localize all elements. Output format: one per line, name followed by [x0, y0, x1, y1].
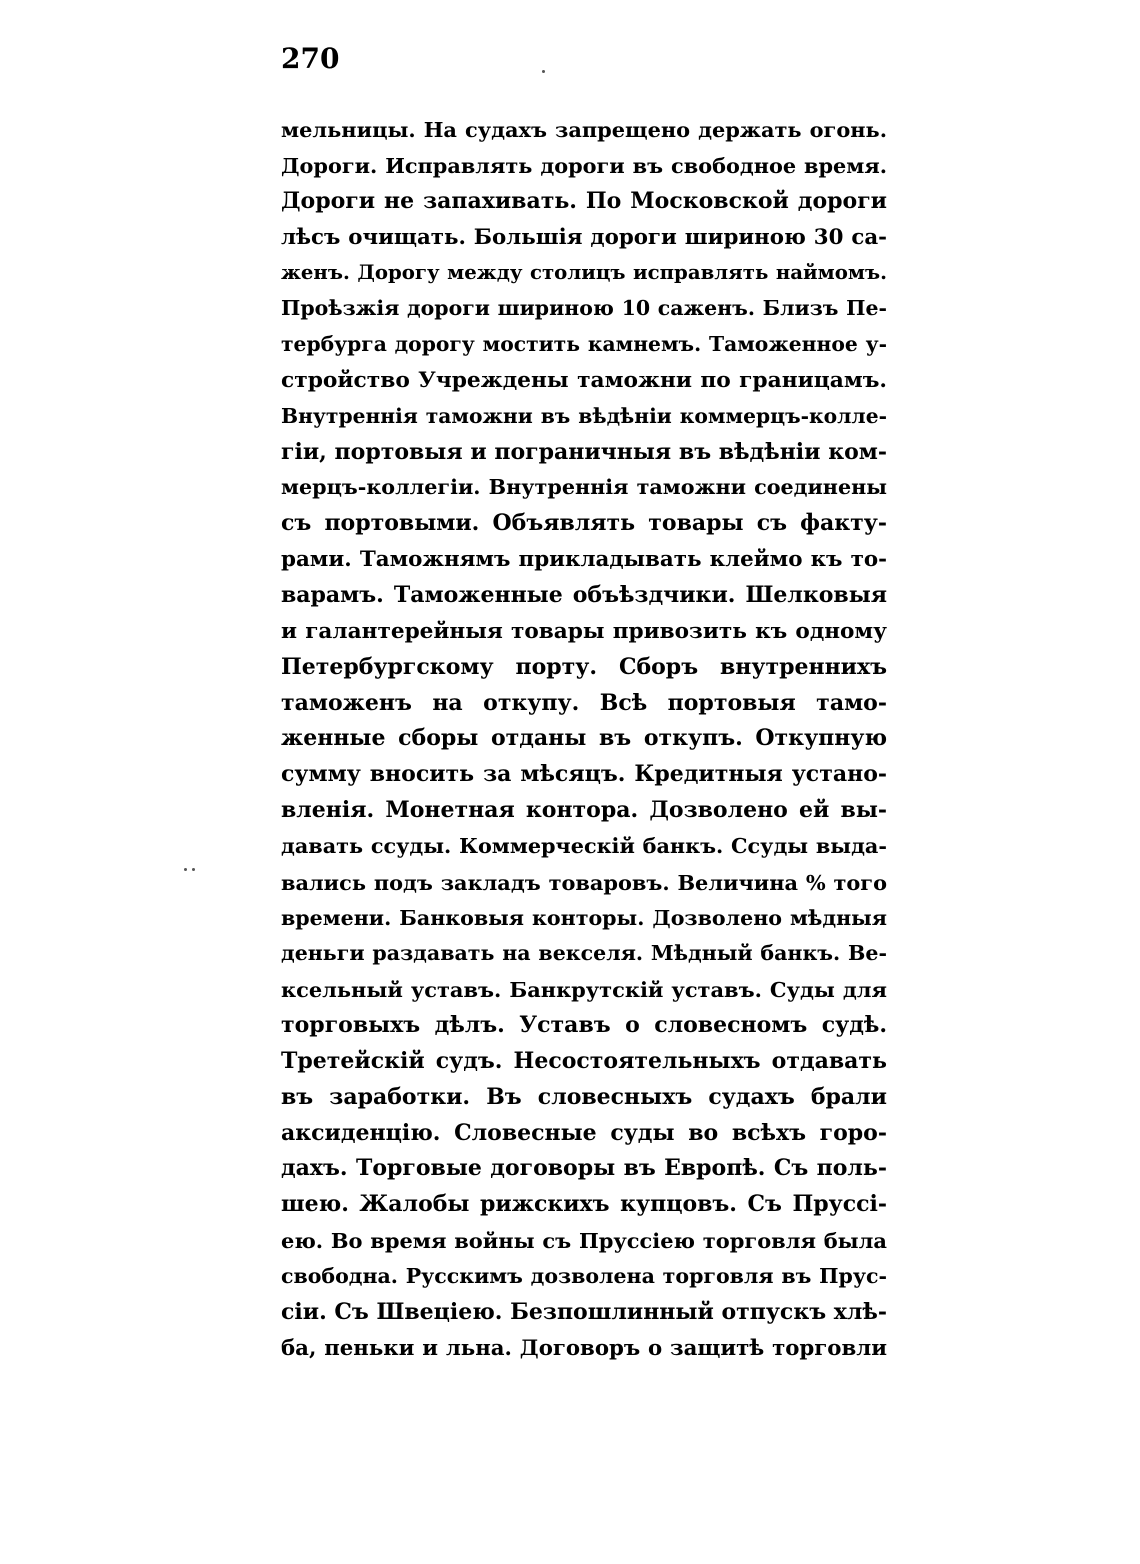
text-line: въ заработки. Въ словесныхъ судахъ брали [281, 1083, 887, 1110]
text-line: Петербургскому порту. Сборъ внутреннихъ [281, 653, 887, 680]
text-line: Внутреннія таможни въ вѣдѣніи коммерцъ-колле- [281, 403, 887, 428]
text-line: женъ. Дорогу между столицъ исправлять наймомъ. [281, 260, 887, 285]
text-line: дахъ. Торговые договоры въ Европѣ. Съ поль- [281, 1155, 887, 1182]
text-line: давать ссуды. Коммерческій банкъ. Ссуды выда- [281, 833, 887, 858]
text-line: ба, пеньки и льна. Договоръ о защитѣ торговли [281, 1335, 887, 1361]
text-line: вленія. Монетная контора. Дозволено ей вы- [281, 797, 887, 824]
text-line: сумму вносить за мѣсяцъ. Кредитныя устано- [281, 761, 887, 788]
page-number: 270 [281, 42, 340, 75]
text-line: женные сборы отданы въ откупъ. Откупную [281, 725, 887, 752]
body-text [281, 112, 887, 1367]
text-line: Дороги не запахивать. По Московской дороги [281, 187, 887, 214]
text-line: Проѣзжія дороги шириною 10 саженъ. Близъ Пе- [281, 296, 887, 321]
text-line: гіи, портовыя и пограничныя въ вѣдѣніи ком- [281, 438, 887, 465]
text-line: рами. Таможнямъ прикладывать клеймо къ то- [281, 547, 887, 573]
text-line: тербурга дорогу мостить камнемъ. Таможенное у- [281, 332, 887, 357]
text-line: торговыхъ дѣлъ. Уставъ о словесномъ судѣ. [281, 1012, 887, 1039]
text-line: и галантерейныя товары привозить къ одному [281, 618, 887, 644]
text-line: вались подъ закладъ товаровъ. Величина % того [281, 869, 887, 895]
text-line: аксиденцію. Словесные суды во всѣхъ горо- [281, 1119, 887, 1146]
scan-speck [542, 70, 545, 73]
text-line: Третейскій судъ. Несостоятельныхъ отдавать [281, 1047, 887, 1074]
scan-speck [192, 868, 195, 871]
text-line: деньги раздавать на векселя. Мѣдный банкъ. Ве- [281, 941, 887, 966]
text-line: варамъ. Таможенные объѣздчики. Шелковыя [281, 581, 887, 608]
text-line: таможенъ на откупу. Всѣ портовыя тамо- [281, 689, 887, 716]
text-line: ею. Во время войны съ Пруссіею торговля была [281, 1228, 887, 1254]
text-line: шею. Жалобы рижскихъ купцовъ. Съ Пруссі- [281, 1191, 887, 1218]
text-line: мерцъ-коллегіи. Внутреннія таможни соединены [281, 475, 887, 500]
text-line: съ портовыми. Объявлять товары съ факту- [281, 510, 887, 537]
text-line: свободна. Русскимъ дозволена торговля въ Прус- [281, 1264, 887, 1288]
text-line: ксельный уставъ. Банкрутскій уставъ. Суды для [281, 977, 887, 1003]
text-line: Дороги. Исправлять дороги въ свободное время. [281, 152, 887, 178]
text-line: сіи. Съ Швеціею. Безпошлинный отпускъ хлѣ- [281, 1298, 887, 1325]
text-line: мельницы. На судахъ запрещено держать огонь. [281, 117, 887, 142]
text-line: времени. Банковыя конторы. Дозволено мѣдныя [281, 905, 887, 930]
text-line: лѣсъ очищать. Большія дороги шириною 30 са- [281, 224, 887, 250]
text-line: стройство Учреждены таможни по границамъ. [281, 367, 887, 393]
scan-speck [184, 868, 187, 871]
